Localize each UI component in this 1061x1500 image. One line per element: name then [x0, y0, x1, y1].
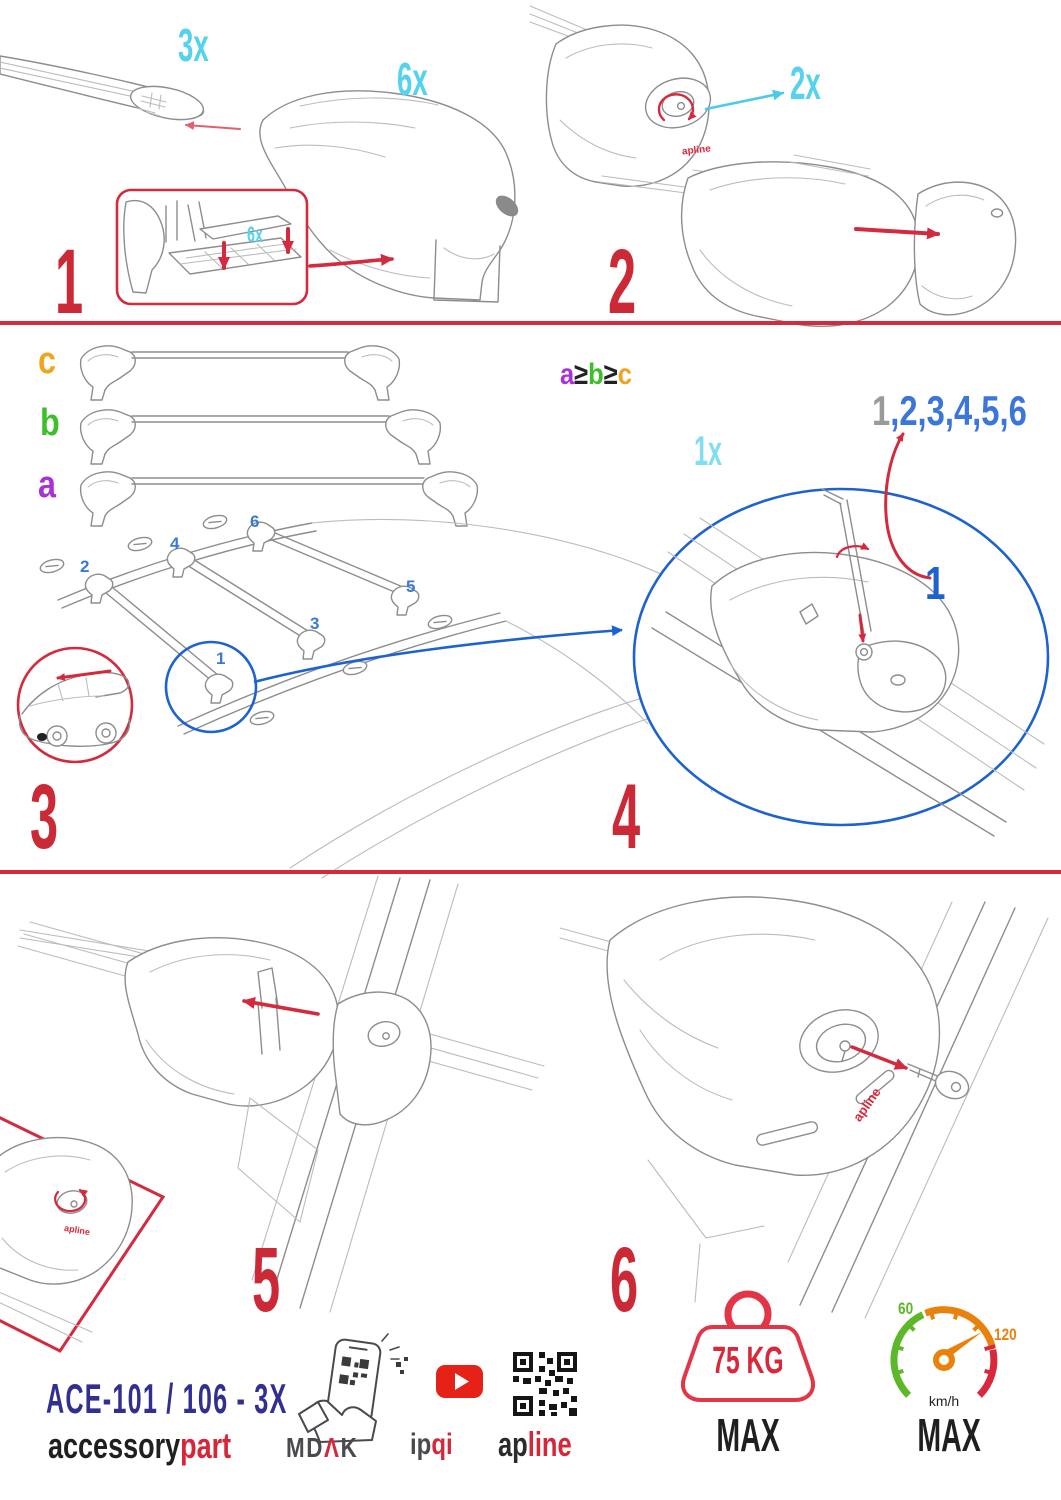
qr-code	[513, 1352, 577, 1416]
bar-label-b: b	[40, 402, 60, 444]
step2-number: 2	[608, 231, 637, 333]
step1-number: 1	[55, 231, 84, 333]
section-divider-top	[0, 321, 1061, 325]
speedometer-icon	[893, 1309, 995, 1396]
step4-callout-number: 1	[925, 557, 946, 609]
speed-unit-label: km/h	[928, 1393, 960, 1409]
roof-position-5: 5	[406, 577, 416, 596]
speed-low-label: 60	[898, 1299, 914, 1318]
step5-apline-logo: apline	[63, 1222, 91, 1238]
speed-high-label: 120	[994, 1325, 1017, 1344]
max-load-value: 75 KG	[712, 1340, 784, 1382]
mdak-logo: MDΛK	[286, 1432, 359, 1463]
bar-label-c: c	[38, 340, 56, 382]
tighten-sequence: 1,2,3,4,5,6	[872, 387, 1027, 434]
brand-wordmark: accessorypart	[48, 1425, 232, 1466]
section-divider-bottom	[0, 870, 1061, 874]
step2-apline-logo: apline	[681, 143, 712, 158]
step4-number: 4	[612, 766, 641, 868]
max-speed-label: MAX	[917, 1409, 981, 1461]
apline-wordmark: apline	[498, 1426, 572, 1464]
roof-position-4: 4	[170, 534, 180, 553]
step4-illustration	[634, 434, 1048, 836]
step5-number: 5	[252, 1229, 281, 1331]
roof-position-2: 2	[80, 557, 90, 576]
product-code: ACE-101 / 106 - 3X	[46, 1375, 288, 1422]
ipqi-logo: ipqi	[410, 1428, 453, 1461]
step1-pad-qty-label: 6x	[247, 222, 263, 247]
bar-label-a: a	[38, 464, 56, 506]
step2-lock-qty-label: 2x	[790, 57, 821, 109]
step2-illustration	[530, 6, 1016, 333]
roof-position-6: 6	[250, 512, 260, 531]
step4-tool-qty-label: 1x	[694, 427, 723, 474]
step6-number: 6	[610, 1229, 639, 1331]
bar-size-rule: a≥b≥c	[560, 358, 632, 391]
roof-position-1: 1	[216, 649, 226, 668]
car-icon	[18, 648, 132, 762]
step1-foot-qty-label: 6x	[397, 53, 428, 105]
roof-position-3: 3	[310, 614, 320, 633]
step1-bar-qty-label: 3x	[178, 19, 209, 71]
max-load-label: MAX	[716, 1409, 780, 1461]
step3-illustration	[18, 346, 712, 878]
step6-apline-logo: apline	[849, 1084, 884, 1125]
step3-number: 3	[30, 766, 59, 868]
